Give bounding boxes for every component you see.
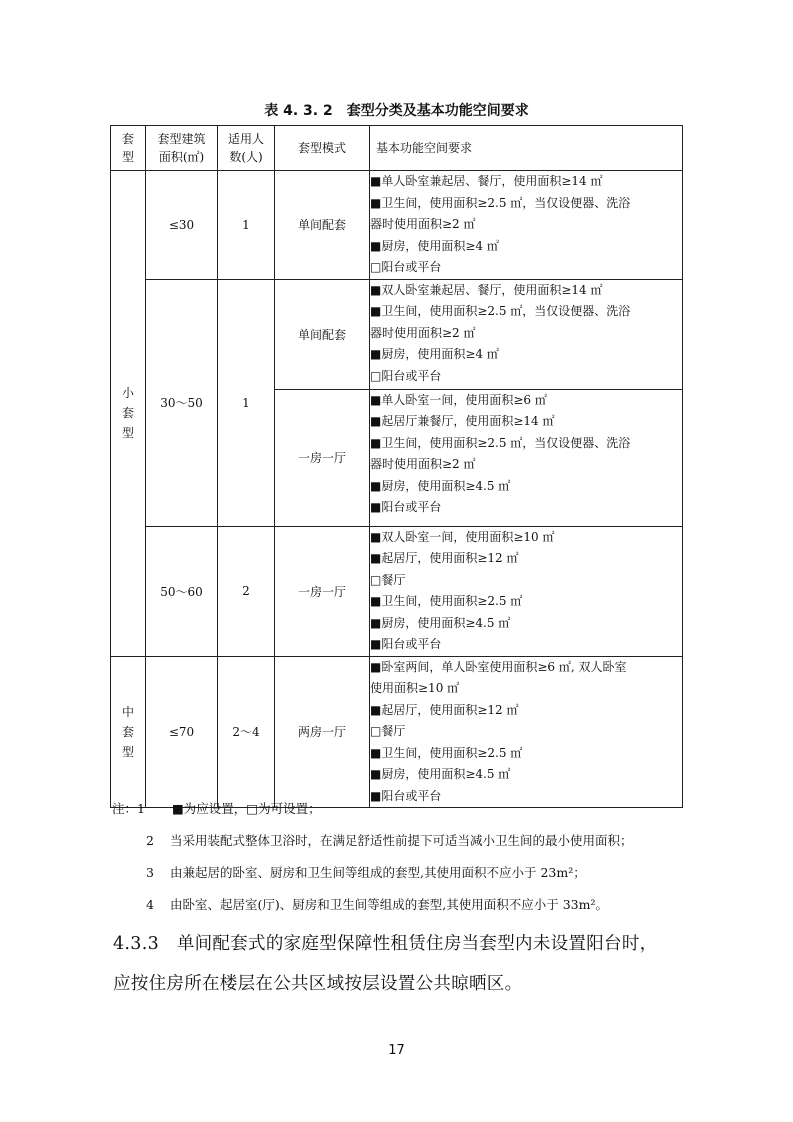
table-row [111,171,683,280]
note-item [146,895,608,913]
requirement-line: ■阳台或平台 [370,500,442,514]
row-area: 30～50 [146,279,218,526]
row-mode: 单间配套 [275,171,370,280]
header-type: 套 型 [111,126,146,171]
row-requirements [370,656,683,808]
requirement-line: ■起居厅，使用面积≥12 ㎡ [370,551,519,565]
requirement-line: ■起居厅，使用面积≥12 ㎡ [370,702,519,717]
requirement-line: ■厨房，使用面积≥4 ㎡ [370,238,499,253]
requirement-line: ■卫生间，使用面积≥2.5 ㎡，当仅设便器、洗浴 [370,195,631,210]
row-requirements [370,171,683,280]
requirement-line: ■卫生间，使用面积≥2.5 ㎡，当仅设便器、洗浴 [370,435,631,450]
requirement-line: ■厨房，使用面积≥4 ㎡ [370,347,499,361]
requirement-line: ■单人卧室兼起居、餐厅，使用面积≥14 ㎡ [370,174,603,188]
row-requirements [370,389,683,526]
requirement-line: ■厨房，使用面积≥4.5 ㎡ [370,615,511,630]
note-number: 3 [146,865,154,880]
note-item [146,863,586,881]
requirement-line: 器时使用面积≥2 ㎡ [370,457,476,471]
note-text: 由卧室、起居室(厅)、厨房和卫生间等组成的套型,其使用面积不应小于 33m²。 [170,897,608,912]
row-area: ≤30 [146,171,218,280]
table-row [111,656,683,808]
row-mode: 单间配套 [275,279,370,389]
requirement-line: ■卫生间，使用面积≥2.5 ㎡ [370,745,523,760]
requirement-line: ■卫生间，使用面积≥2.5 ㎡ [370,594,523,608]
table-row [111,279,683,389]
requirement-line: ■起居厅兼餐厅，使用面积≥14 ㎡ [370,414,555,428]
row-requirements [370,279,683,389]
requirement-line: 器时使用面积≥2 ㎡ [370,217,476,231]
category-medium: 中 套 型 [111,656,146,808]
requirement-line: □餐厅 [370,572,406,587]
requirement-line: ■单人卧室一间，使用面积≥6 ㎡ [370,392,547,407]
requirement-line: ■卫生间，使用面积≥2.5 ㎡，当仅设便器、洗浴 [370,304,631,318]
note-text: 当采用装配式整体卫浴时，在满足舒适性前提下可适当减小卫生间的最小使用面积； [170,833,633,848]
row-mode: 一房一厅 [275,526,370,656]
note-number: 2 [146,833,154,848]
table-title: 表 4. 3. 2 套型分类及基本功能空间要求 [264,103,529,119]
header-requirements: 基本功能空间要求 [370,126,683,171]
row-area: ≤70 [146,656,218,808]
row-people: 1 [218,279,275,526]
requirement-line: □阳台或平台 [370,368,442,383]
clause-4-3-3-line-1: 4.3.3 单间配套式的家庭型保障性租赁住房当套型内未设置阳台时， [113,934,658,954]
requirement-line: ■卧室两间，单人卧室使用面积≥6 ㎡, 双人卧室 [370,659,627,674]
note-number: 4 [146,897,154,912]
requirement-line: ■阳台或平台 [370,788,442,803]
note-text: ■为应设置，□为可设置； [172,801,321,816]
housing-type-table [110,125,683,808]
clause-4-3-3-line-2: 应按住房所在楼层在公共区域按层设置公共晾晒区。 [113,974,523,994]
note-item [146,831,633,849]
row-people: 2 [218,526,275,656]
row-area: 50～60 [146,526,218,656]
row-requirements [370,526,683,656]
requirement-line: ■厨房，使用面积≥4.5 ㎡ [370,767,511,781]
note-text: 由兼起居的卧室、厨房和卫生间等组成的套型,其使用面积不应小于 23m²； [170,865,586,880]
requirement-line: 使用面积≥10 ㎡ [370,681,460,695]
requirement-line: □餐厅 [370,724,406,738]
page-number: 17 [388,1043,405,1058]
requirement-line: 器时使用面积≥2 ㎡ [370,325,476,340]
table-header-row [111,126,683,171]
requirement-line: ■厨房，使用面积≥4.5 ㎡ [370,478,511,493]
header-people: 适用人 数(人) [218,126,275,171]
requirement-line: □阳台或平台 [370,260,442,274]
requirement-line: ■双人卧室兼起居、餐厅，使用面积≥14 ㎡ [370,282,603,297]
category-small: 小 套 型 [111,171,146,657]
header-area: 套型建筑 面积(㎡) [146,126,218,171]
note-item [112,799,321,817]
header-mode: 套型模式 [275,126,370,171]
table-row [111,526,683,656]
row-people: 2～4 [218,656,275,808]
requirement-line: ■阳台或平台 [370,637,442,651]
row-mode: 一房一厅 [275,389,370,526]
note-number: 注：1 [112,801,145,816]
row-people: 1 [218,171,275,280]
requirement-line: ■双人卧室一间，使用面积≥10 ㎡ [370,529,555,544]
row-mode: 两房一厅 [275,656,370,808]
